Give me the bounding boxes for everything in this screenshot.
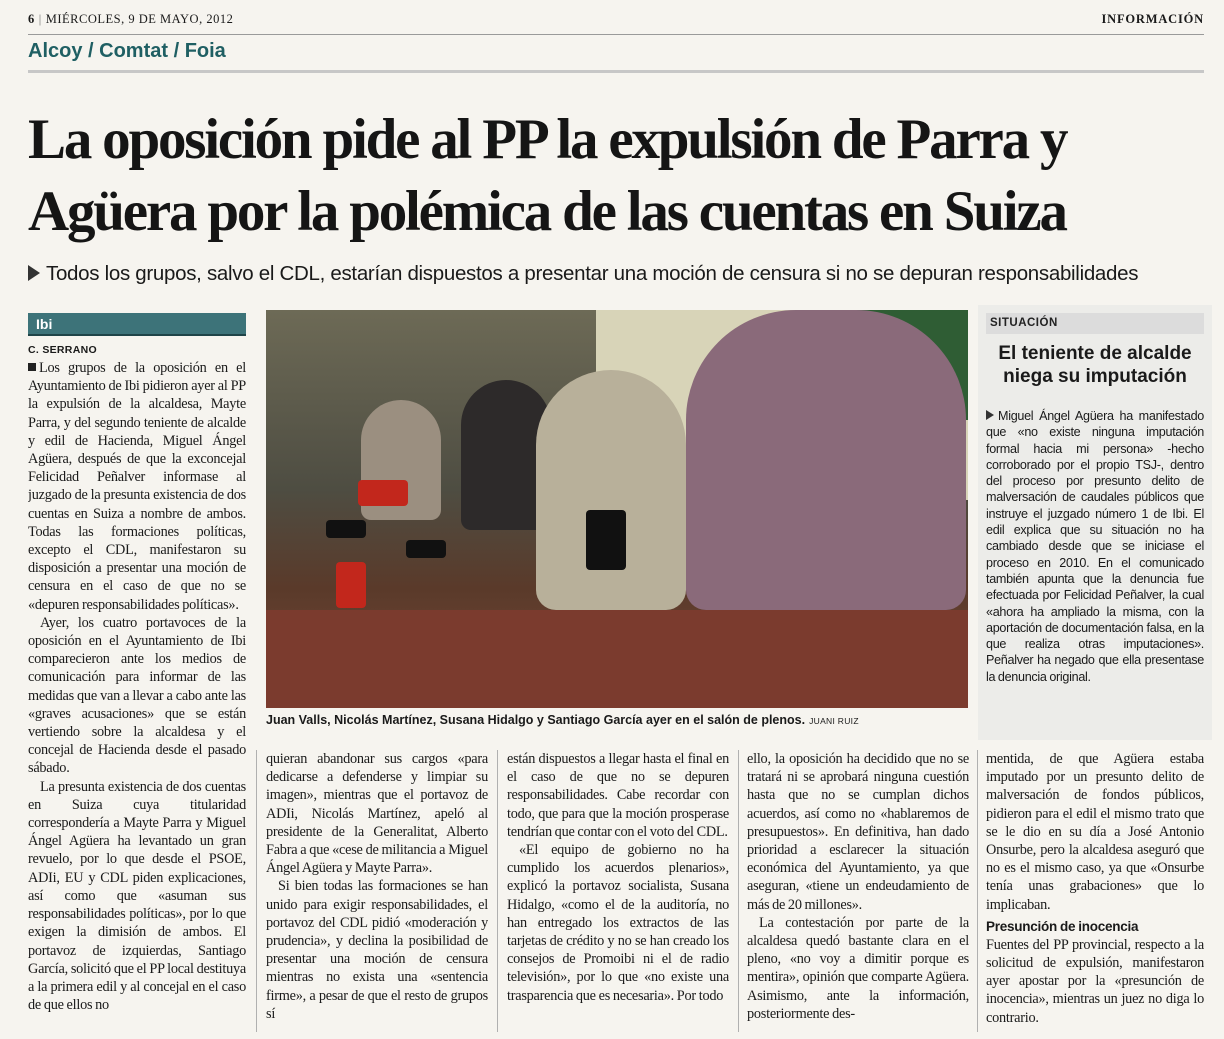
paragraph: quieran abandonar sus cargos «para dedicarse a defenderse y limpiar su imagen», mientras que el portavoz de ADIi, Nicolás Martínez, apeló al presidente de la Generalitat, Alberto Fabra a que «cese de militancia a Miguel Ángel Agüera y Mayte Parra». [266, 751, 488, 877]
person-figure [686, 310, 966, 610]
sidebar-title: El teniente de alcalde niega su imputación [998, 343, 1192, 387]
news-photo [266, 310, 968, 708]
subheadline-text: Todos los grupos, salvo el CDL, estarían dispuestos a presentar una moción de censura si no se depuran responsabilidades [46, 262, 1139, 285]
article-column-5 [986, 750, 1204, 1032]
article-column-2 [266, 750, 488, 1032]
paragraph: Los grupos de la oposición en el Ayuntamiento de Ibi pidieron ayer al PP la expulsión de la alcaldesa, Mayte Parra, y del segundo teniente de alcalde y edil de Hacienda, Miguel Ángel Agüera, después de que la exconcejal Felicidad Peñalver informase al juzgado de la presunta existencia de dos cuentas en Suiza a nombre de ambos. Todas las formaciones políticas, excepto el CDL, manifestaron su disposición a presentar una moción de censura en el caso de que no se «depuren responsabilidades políticas». [28, 360, 246, 613]
microphone-icon [326, 520, 366, 538]
column-divider [977, 750, 978, 1032]
sidebar-tag: SITUACIÓN [986, 313, 1204, 334]
section-divider [28, 70, 1204, 73]
microphone-icon [336, 562, 366, 608]
triangle-bullet-icon [986, 410, 994, 420]
issue-date: MIÉRCOLES, 9 DE MAYO, 2012 [45, 12, 234, 26]
subheadline [28, 262, 1208, 286]
headline [28, 104, 1208, 248]
photo-caption [266, 713, 968, 727]
microphone-icon [406, 540, 446, 558]
sidebar-body [986, 408, 1204, 733]
location-tag: Ibi [28, 313, 246, 336]
paragraph: mentida, de que Agüera estaba imputado por un presunto delito de malversación de fondos públicos, pidieron para el edil el mismo trato que se le dio en su día a José Antonio Onsurbe, pero la alcaldesa aseguró que no es el mismo caso, ya que «Onsurbe tenía unas grabaciones» que lo implicaban. [986, 751, 1204, 913]
column-divider [256, 750, 257, 1032]
section-title: Alcoy / Comtat / Foia [28, 40, 226, 62]
conference-table [266, 610, 968, 708]
paragraph: están dispuestos a llegar hasta el final en el caso de que no se depuren responsabilidades. Cabe recordar con todo, que para que la moción prosperase tendrían que contar con el voto del CDL. [507, 751, 729, 840]
triangle-bullet-icon [28, 265, 40, 281]
microphone-icon [358, 480, 408, 506]
paragraph: Ayer, los cuatro portavoces de la oposición en el Ayuntamiento de Ibi comparecieron ante los medios de comunicación para informar de las medidas que van a llevar a cabo ante las «graves acusaciones» que se están vertiendo sobre la alcaldesa y el concejal de Hacienda desde el pasado sábado. [28, 614, 246, 777]
page-number: 6 [28, 12, 35, 26]
paragraph: «El equipo de gobierno no ha cumplido los acuerdos plenarios», explicó la portavoz socialista, Susana Hidalgo, «como el de la auditoría, no han entregado los extractos de las tarjetas de crédito y no se han creado los consejos de Promoibi ni el de radio televisión», por lo que «no existe una trasparencia que es necesaria». Por todo [507, 842, 729, 1004]
newspaper-brand: INFORMACIÓN [1101, 12, 1204, 26]
column-divider [738, 750, 739, 1032]
byline: C. SERRANO [28, 344, 97, 356]
paragraph: Si bien todas las formaciones se han unido para exigir responsabilidades, el portavoz del CDL pidió «moderación y prudencia», y declina la posibilidad de presentar una moción de censura mientras no exista una «sentencia firme», a pesar de que el resto de grupos sí [266, 878, 488, 1022]
header-divider [28, 34, 1204, 35]
person-figure [536, 370, 686, 610]
paragraph: ello, la oposición ha decidido que no se tratará ni se aprobará ninguna cuestión hasta que no se cumplan dichos acuerdos, así como no «hablaremos de presupuestos». En definitiva, han dado prioridad a esclarecer la situación económica del Ayuntamiento, ya que aseguran, «tiene un endeudamiento de más de 20 millones». [747, 751, 969, 913]
caption-text: Juan Valls, Nicolás Martínez, Susana Hidalgo y Santiago García ayer en el salón de plenos. [266, 713, 806, 727]
microphone-icon [586, 510, 626, 570]
article-column-1 [28, 359, 246, 1031]
article-column-4 [747, 750, 969, 1032]
square-bullet-icon [28, 363, 36, 371]
paragraph: La presunta existencia de dos cuentas en Suiza cuya titularidad correspondería a Mayte Parra y Miguel Ángel Agüera ha levantado un gran revuelo, por lo que desde el PSOE, ADIi, EU y CDL piden explicaciones, así como que «asuman sus responsabilidades políticas», por lo que exigen la dimisión de ambos. El portavoz de izquierdas, Santiago García, solicitó que el PP local destituya a la primera edil y al concejal en el caso de que ellos no [28, 778, 246, 1014]
sidebar-text: Miguel Ángel Agüera ha manifestado que «no existe ninguna imputación formal hacia mi persona» -hecho corroborado por el propio TSJ-, dentro del proceso por presunto delito de malversación de caudales públicos que instruye el juzgado número 1 de Ibi. El edil explica que su situación no ha cambiado desde que se iniciase el proceso en 2010. En el comunicado también apunta que la denuncia fue efectuada por Felicidad Peñalver, la cual «ahora ha ampliado la misma, con la aportación de documentación falsa, en la que realiza otras imputaciones». Peñalver ha negado que ella presentase la denuncia original. [986, 409, 1204, 684]
paragraph: Fuentes del PP provincial, respecto a la solicitud de expulsión, manifestaron ayer apostar por la «presunción de inocencia», mientras un juez no diga lo contrario. [986, 936, 1204, 1026]
headline-line-2: Agüera por la polémica de las cuentas en Suiza [28, 180, 1066, 243]
paragraph: La contestación por parte de la alcaldesa quedó bastante clara en el pleno, «no voy a dimitir porque es mentira», opinión que comparte Agüera. Asimismo, ante la información, posteriormente des- [747, 914, 969, 1022]
article-column-3 [507, 750, 729, 1032]
headline-line-1: La oposición pide al PP la expulsión de Parra y [28, 108, 1067, 171]
photo-credit: JUANI RUIZ [809, 716, 859, 726]
section-subhead: Presunción de inocencia [986, 918, 1139, 934]
column-divider [497, 750, 498, 1032]
page-header: 6 | MIÉRCOLES, 9 DE MAYO, 2012 INFORMACIÓN [28, 12, 1204, 26]
